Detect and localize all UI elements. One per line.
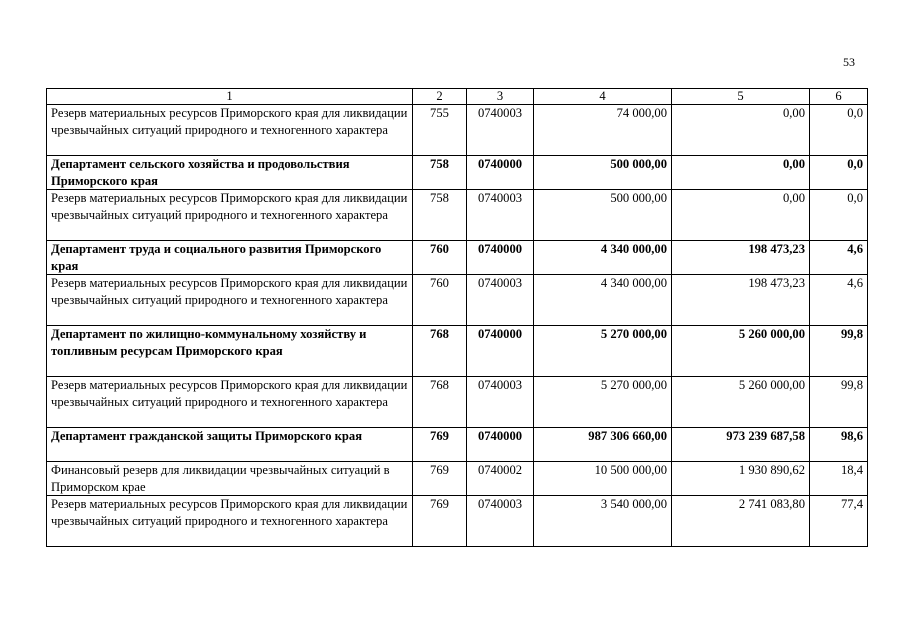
column-header: 6 <box>810 89 868 105</box>
department-code: 760 <box>413 275 467 326</box>
planned-amount: 500 000,00 <box>534 190 672 241</box>
execution-percent: 0,0 <box>810 190 868 241</box>
executed-amount: 198 473,23 <box>672 241 810 275</box>
table-row <box>47 105 868 156</box>
item-name: Департамент по жилищно-коммунальному хозяйству и топливным ресурсам Приморского края <box>47 326 413 377</box>
execution-percent: 99,8 <box>810 377 868 428</box>
table-row <box>47 190 868 241</box>
table-row <box>47 156 868 190</box>
planned-amount: 5 270 000,00 <box>534 326 672 377</box>
item-code: 0740003 <box>467 105 534 156</box>
table-row <box>47 326 868 377</box>
planned-amount: 3 540 000,00 <box>534 496 672 547</box>
item-code: 0740003 <box>467 377 534 428</box>
column-header: 1 <box>47 89 413 105</box>
department-code: 760 <box>413 241 467 275</box>
item-name: Резерв материальных ресурсов Приморского края для ликвидации чрезвычайных ситуаций природного и техногенного характера <box>47 190 413 241</box>
planned-amount: 987 306 660,00 <box>534 428 672 462</box>
table-header-row <box>47 89 868 105</box>
executed-amount: 973 239 687,58 <box>672 428 810 462</box>
column-header: 2 <box>413 89 467 105</box>
planned-amount: 500 000,00 <box>534 156 672 190</box>
item-code: 0740003 <box>467 496 534 547</box>
execution-percent: 0,0 <box>810 105 868 156</box>
table-row <box>47 241 868 275</box>
item-name: Резерв материальных ресурсов Приморского края для ликвидации чрезвычайных ситуаций природного и техногенного характера <box>47 496 413 547</box>
executed-amount: 0,00 <box>672 190 810 241</box>
execution-percent: 18,4 <box>810 462 868 496</box>
department-code: 769 <box>413 462 467 496</box>
executed-amount: 5 260 000,00 <box>672 377 810 428</box>
department-code: 758 <box>413 190 467 241</box>
executed-amount: 0,00 <box>672 156 810 190</box>
execution-percent: 4,6 <box>810 241 868 275</box>
column-header: 3 <box>467 89 534 105</box>
item-name: Резерв материальных ресурсов Приморского края для ликвидации чрезвычайных ситуаций природного и техногенного характера <box>47 105 413 156</box>
table-row <box>47 462 868 496</box>
item-name: Резерв материальных ресурсов Приморского края для ликвидации чрезвычайных ситуаций природного и техногенного характера <box>47 275 413 326</box>
planned-amount: 5 270 000,00 <box>534 377 672 428</box>
planned-amount: 4 340 000,00 <box>534 241 672 275</box>
item-name: Департамент труда и социального развития Приморского края <box>47 241 413 275</box>
department-code: 769 <box>413 428 467 462</box>
item-name: Резерв материальных ресурсов Приморского края для ликвидации чрезвычайных ситуаций природного и техногенного характера <box>47 377 413 428</box>
department-code: 768 <box>413 326 467 377</box>
table-row <box>47 428 868 462</box>
executed-amount: 198 473,23 <box>672 275 810 326</box>
executed-amount: 0,00 <box>672 105 810 156</box>
table-row <box>47 377 868 428</box>
budget-table <box>46 88 868 547</box>
planned-amount: 74 000,00 <box>534 105 672 156</box>
execution-percent: 77,4 <box>810 496 868 547</box>
table-row <box>47 275 868 326</box>
item-code: 0740000 <box>467 156 534 190</box>
department-code: 769 <box>413 496 467 547</box>
table-row <box>47 496 868 547</box>
item-name: Департамент сельского хозяйства и продовольствия Приморского края <box>47 156 413 190</box>
planned-amount: 10 500 000,00 <box>534 462 672 496</box>
execution-percent: 4,6 <box>810 275 868 326</box>
column-header: 4 <box>534 89 672 105</box>
planned-amount: 4 340 000,00 <box>534 275 672 326</box>
execution-percent: 0,0 <box>810 156 868 190</box>
executed-amount: 5 260 000,00 <box>672 326 810 377</box>
item-code: 0740000 <box>467 428 534 462</box>
executed-amount: 1 930 890,62 <box>672 462 810 496</box>
executed-amount: 2 741 083,80 <box>672 496 810 547</box>
column-header: 5 <box>672 89 810 105</box>
item-code: 0740000 <box>467 326 534 377</box>
item-code: 0740003 <box>467 190 534 241</box>
department-code: 758 <box>413 156 467 190</box>
execution-percent: 99,8 <box>810 326 868 377</box>
department-code: 755 <box>413 105 467 156</box>
item-code: 0740002 <box>467 462 534 496</box>
item-code: 0740000 <box>467 241 534 275</box>
page-number: 53 <box>843 55 855 69</box>
item-name: Финансовый резерв для ликвидации чрезвычайных ситуаций в Приморском крае <box>47 462 413 496</box>
department-code: 768 <box>413 377 467 428</box>
item-name: Департамент гражданской защиты Приморского края <box>47 428 413 462</box>
item-code: 0740003 <box>467 275 534 326</box>
execution-percent: 98,6 <box>810 428 868 462</box>
